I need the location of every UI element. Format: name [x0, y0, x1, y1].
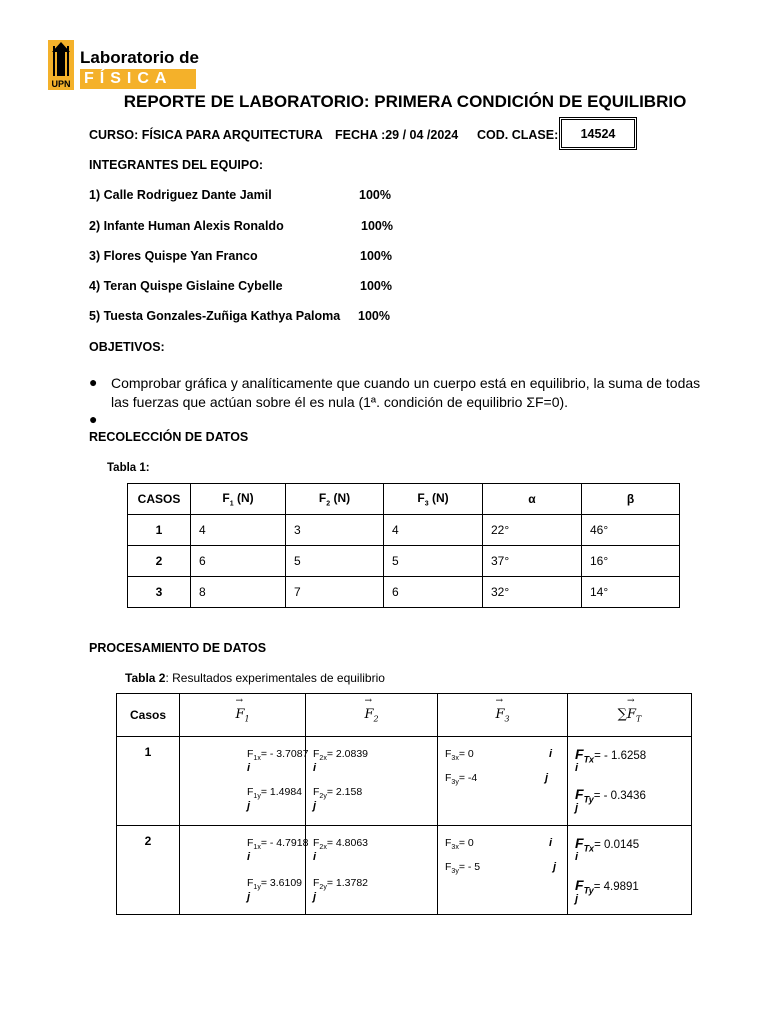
table-row	[128, 577, 680, 608]
table-cell: 22°	[483, 515, 582, 546]
table-cell: 2	[128, 546, 191, 577]
table-header: α	[483, 484, 582, 515]
table-cell: $F_{Tx}= 0.0145$ i $F_{Ty}= 4.9891$ j	[568, 826, 692, 915]
table-cell: 16°	[582, 546, 680, 577]
processing-heading: PROCESAMIENTO DE DATOS	[89, 641, 267, 655]
table-cell: 2	[117, 826, 180, 915]
table-cell: 4	[384, 515, 483, 546]
class-code-value: 14524	[559, 117, 637, 150]
table-row	[128, 515, 680, 546]
logo-mark-text: UPN	[51, 79, 71, 89]
table-header: $F_1$ (N)	[191, 484, 286, 515]
page-title: REPORTE DE LABORATORIO: PRIMERA CONDICIÓN DE EQUILIBRIO	[123, 92, 687, 111]
date-label: FECHA :29 / 04 /2024	[335, 128, 459, 142]
table-cell: $F_{3x}= 0$ i $F_{3y}= - 5$ j	[438, 826, 568, 915]
logo-line1: Laboratorio de	[80, 48, 200, 67]
table-header-row	[128, 484, 680, 515]
member-name: 4) Teran Quispe Gislaine Cybelle	[89, 279, 283, 293]
table-cell: 6	[384, 577, 483, 608]
member-name: 2) Infante Human Alexis Ronaldo	[89, 219, 284, 233]
table-header: CASOS	[128, 484, 191, 515]
table-header: Casos	[117, 694, 180, 737]
member-pct: 100%	[360, 249, 392, 263]
bullet-icon: ●	[89, 374, 98, 390]
table-cell: 1	[128, 515, 191, 546]
table1	[127, 483, 680, 608]
table-header: ∑→ $F_T$	[568, 694, 692, 737]
member-name: 5) Tuesta Gonzales-Zuñiga Kathya Paloma	[89, 309, 341, 323]
table-cell: $F_{Tx}= - 1.6258$ i $F_{Ty}= - 0.3436$ j	[568, 737, 692, 826]
objective-text: Comprobar gráfica y analíticamente que cuando un cuerpo está en equilibrio, la suma de todas las fuerzas que actúan sobre él es nula (1ª. condición de equilibrio ΣF=0).	[111, 375, 701, 410]
table-cell: 4	[191, 515, 286, 546]
logo-line2: FÍSICA	[80, 69, 196, 89]
table-cell: 1	[117, 737, 180, 826]
member-name: 1) Calle Rodriguez Dante Jamil	[89, 188, 272, 202]
member-pct: 100%	[358, 309, 390, 323]
table-cell: 32°	[483, 577, 582, 608]
table-header: → $F_2$	[306, 694, 438, 737]
table-row	[117, 737, 692, 826]
table-header: β	[582, 484, 680, 515]
table-cell: 6	[191, 546, 286, 577]
table-cell: 7	[286, 577, 384, 608]
member-pct: 100%	[359, 188, 391, 202]
table-header: $F_2$ (N)	[286, 484, 384, 515]
table-cell: $F_{1x}= - 3.7087$ i $F_{1y}= 1.4984$ j	[180, 737, 306, 826]
table-header: $F_3$ (N)	[384, 484, 483, 515]
table-cell: $F_{3x}= 0$ i $F_{3y}= -4$ j	[438, 737, 568, 826]
table-row	[117, 826, 692, 915]
table-cell: 8	[191, 577, 286, 608]
table-cell: 46°	[582, 515, 680, 546]
member-name: 3) Flores Quispe Yan Franco	[89, 249, 258, 263]
table1-caption: Tabla 1:	[107, 462, 150, 474]
table2	[116, 693, 692, 915]
table-cell: 14°	[582, 577, 680, 608]
upn-logo-icon	[48, 40, 74, 90]
course-label: CURSO: FÍSICA PARA ARQUITECTURA	[89, 128, 323, 142]
table-cell: 5	[286, 546, 384, 577]
class-code-label: COD. CLASE:	[477, 128, 559, 142]
objectives-heading: OBJETIVOS:	[89, 340, 165, 354]
table-row	[128, 546, 680, 577]
table-cell: $F_{2x}= 4.8063$ i $F_{2y}= 1.3782$ j	[306, 826, 438, 915]
table-header-row	[117, 694, 692, 737]
table-cell: 5	[384, 546, 483, 577]
table-cell: 37°	[483, 546, 582, 577]
member-pct: 100%	[361, 219, 393, 233]
table-header: → $F_1$	[180, 694, 306, 737]
team-heading: INTEGRANTES DEL EQUIPO:	[89, 158, 264, 172]
bullet-icon: ●	[89, 411, 98, 427]
member-pct: 100%	[360, 279, 392, 293]
data-collection-heading: RECOLECCIÓN DE DATOS	[89, 430, 249, 444]
table-cell: $F_{1x}= - 4.7918$ i $F_{1y}= 3.6109$ j	[180, 826, 306, 915]
table-header: → $F_3$	[438, 694, 568, 737]
table2-caption: Tabla 2: Resultados experimentales de equilibrio	[125, 671, 385, 685]
table-cell: 3	[286, 515, 384, 546]
table-cell: 3	[128, 577, 191, 608]
table-cell: $F_{2x}= 2.0839$ i $F_{2y}= 2.158$ j	[306, 737, 438, 826]
